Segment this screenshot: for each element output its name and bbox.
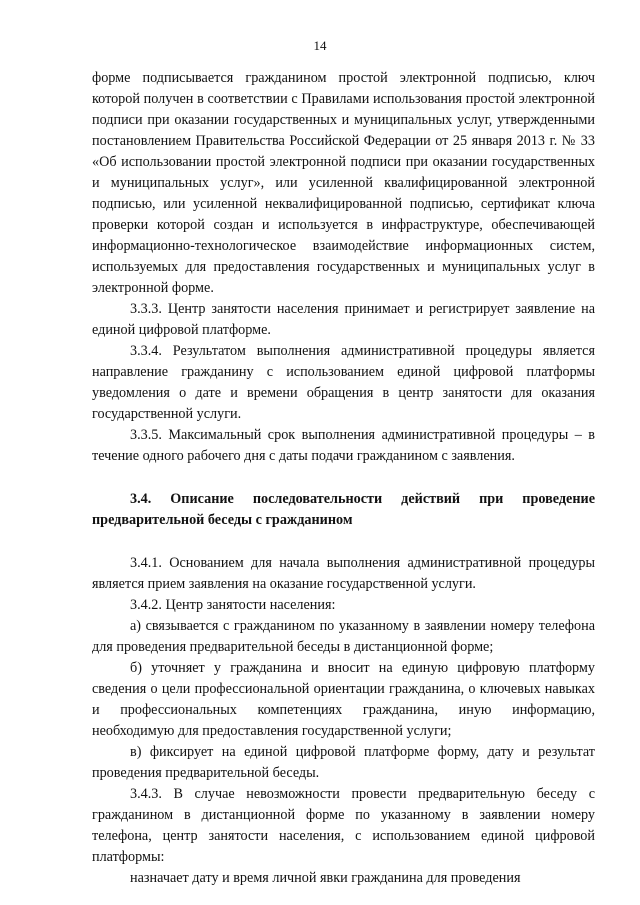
list-item-v: в) фиксирует на единой цифровой платформе форму, дату и результат проведения предварительной беседы.	[92, 744, 595, 781]
list-item-b: б) уточняет у гражданина и вносит на единую цифровую платформу сведения о цели профессиональной ориентации гражданина, о ключевых навыках и профессиональных компетенциях гражданина, иную информацию, необходимую для предоставления государственной услуги;	[92, 660, 595, 739]
paragraph-3-4-2: 3.4.2. Центр занятости населения:	[130, 597, 336, 613]
document-body	[92, 68, 595, 889]
section-heading-3-4: 3.4. Описание последовательности действий при проведение предварительной беседы с гражданином	[92, 491, 595, 528]
paragraph-3-3-3: 3.3.3. Центр занятости населения принимает и регистрирует заявление на единой цифровой платформе.	[92, 301, 595, 338]
paragraph-appointment: назначает дату и время личной явки гражданина для проведения	[130, 870, 521, 886]
paragraph-3-4-3: 3.4.3. В случае невозможности провести предварительную беседу с гражданином в дистанционной форме по указанному в заявлении номеру телефона, центр занятости населения, с использованием единой цифровой платформы:	[92, 786, 595, 865]
paragraph-continuation: форме подписывается гражданином простой электронной подписью, ключ которой получен в соответствии с Правилами использования простой электронной подписи при оказании государственных и муниципальных услуг, утвержденными постановлением Правительства Российской Федерации от 25 января 2013 г. № 33 «Об использовании простой электронной подписи при оказании государственных и муниципальных услуг», или усиленной квалифицированной электронной подписью, или усиленной неквалифицированной подписью, сертификат ключа проверки которой создан и используется в инфраструктуре, обеспечивающей информационно-технологическое взаимодействие информационных систем, используемых для предоставления государственных и муниципальных услуг в электронной форме.	[92, 70, 595, 296]
paragraph-3-4-1: 3.4.1. Основанием для начала выполнения административной процедуры является прием заявления на оказание государственной услуги.	[92, 555, 595, 592]
page-number: 14	[313, 38, 327, 53]
paragraph-3-3-4: 3.3.4. Результатом выполнения административной процедуры является направление гражданину с использованием единой цифровой платформы уведомления о дате и времени обращения в центр занятости для оказания государственной услуги.	[92, 343, 595, 422]
paragraph-3-3-5: 3.3.5. Максимальный срок выполнения административной процедуры – в течение одного рабочего дня с даты подачи гражданином с заявления.	[92, 427, 595, 464]
list-item-a: а) связывается с гражданином по указанному в заявлении номеру телефона для проведения предварительной беседы в дистанционной форме;	[92, 618, 595, 655]
